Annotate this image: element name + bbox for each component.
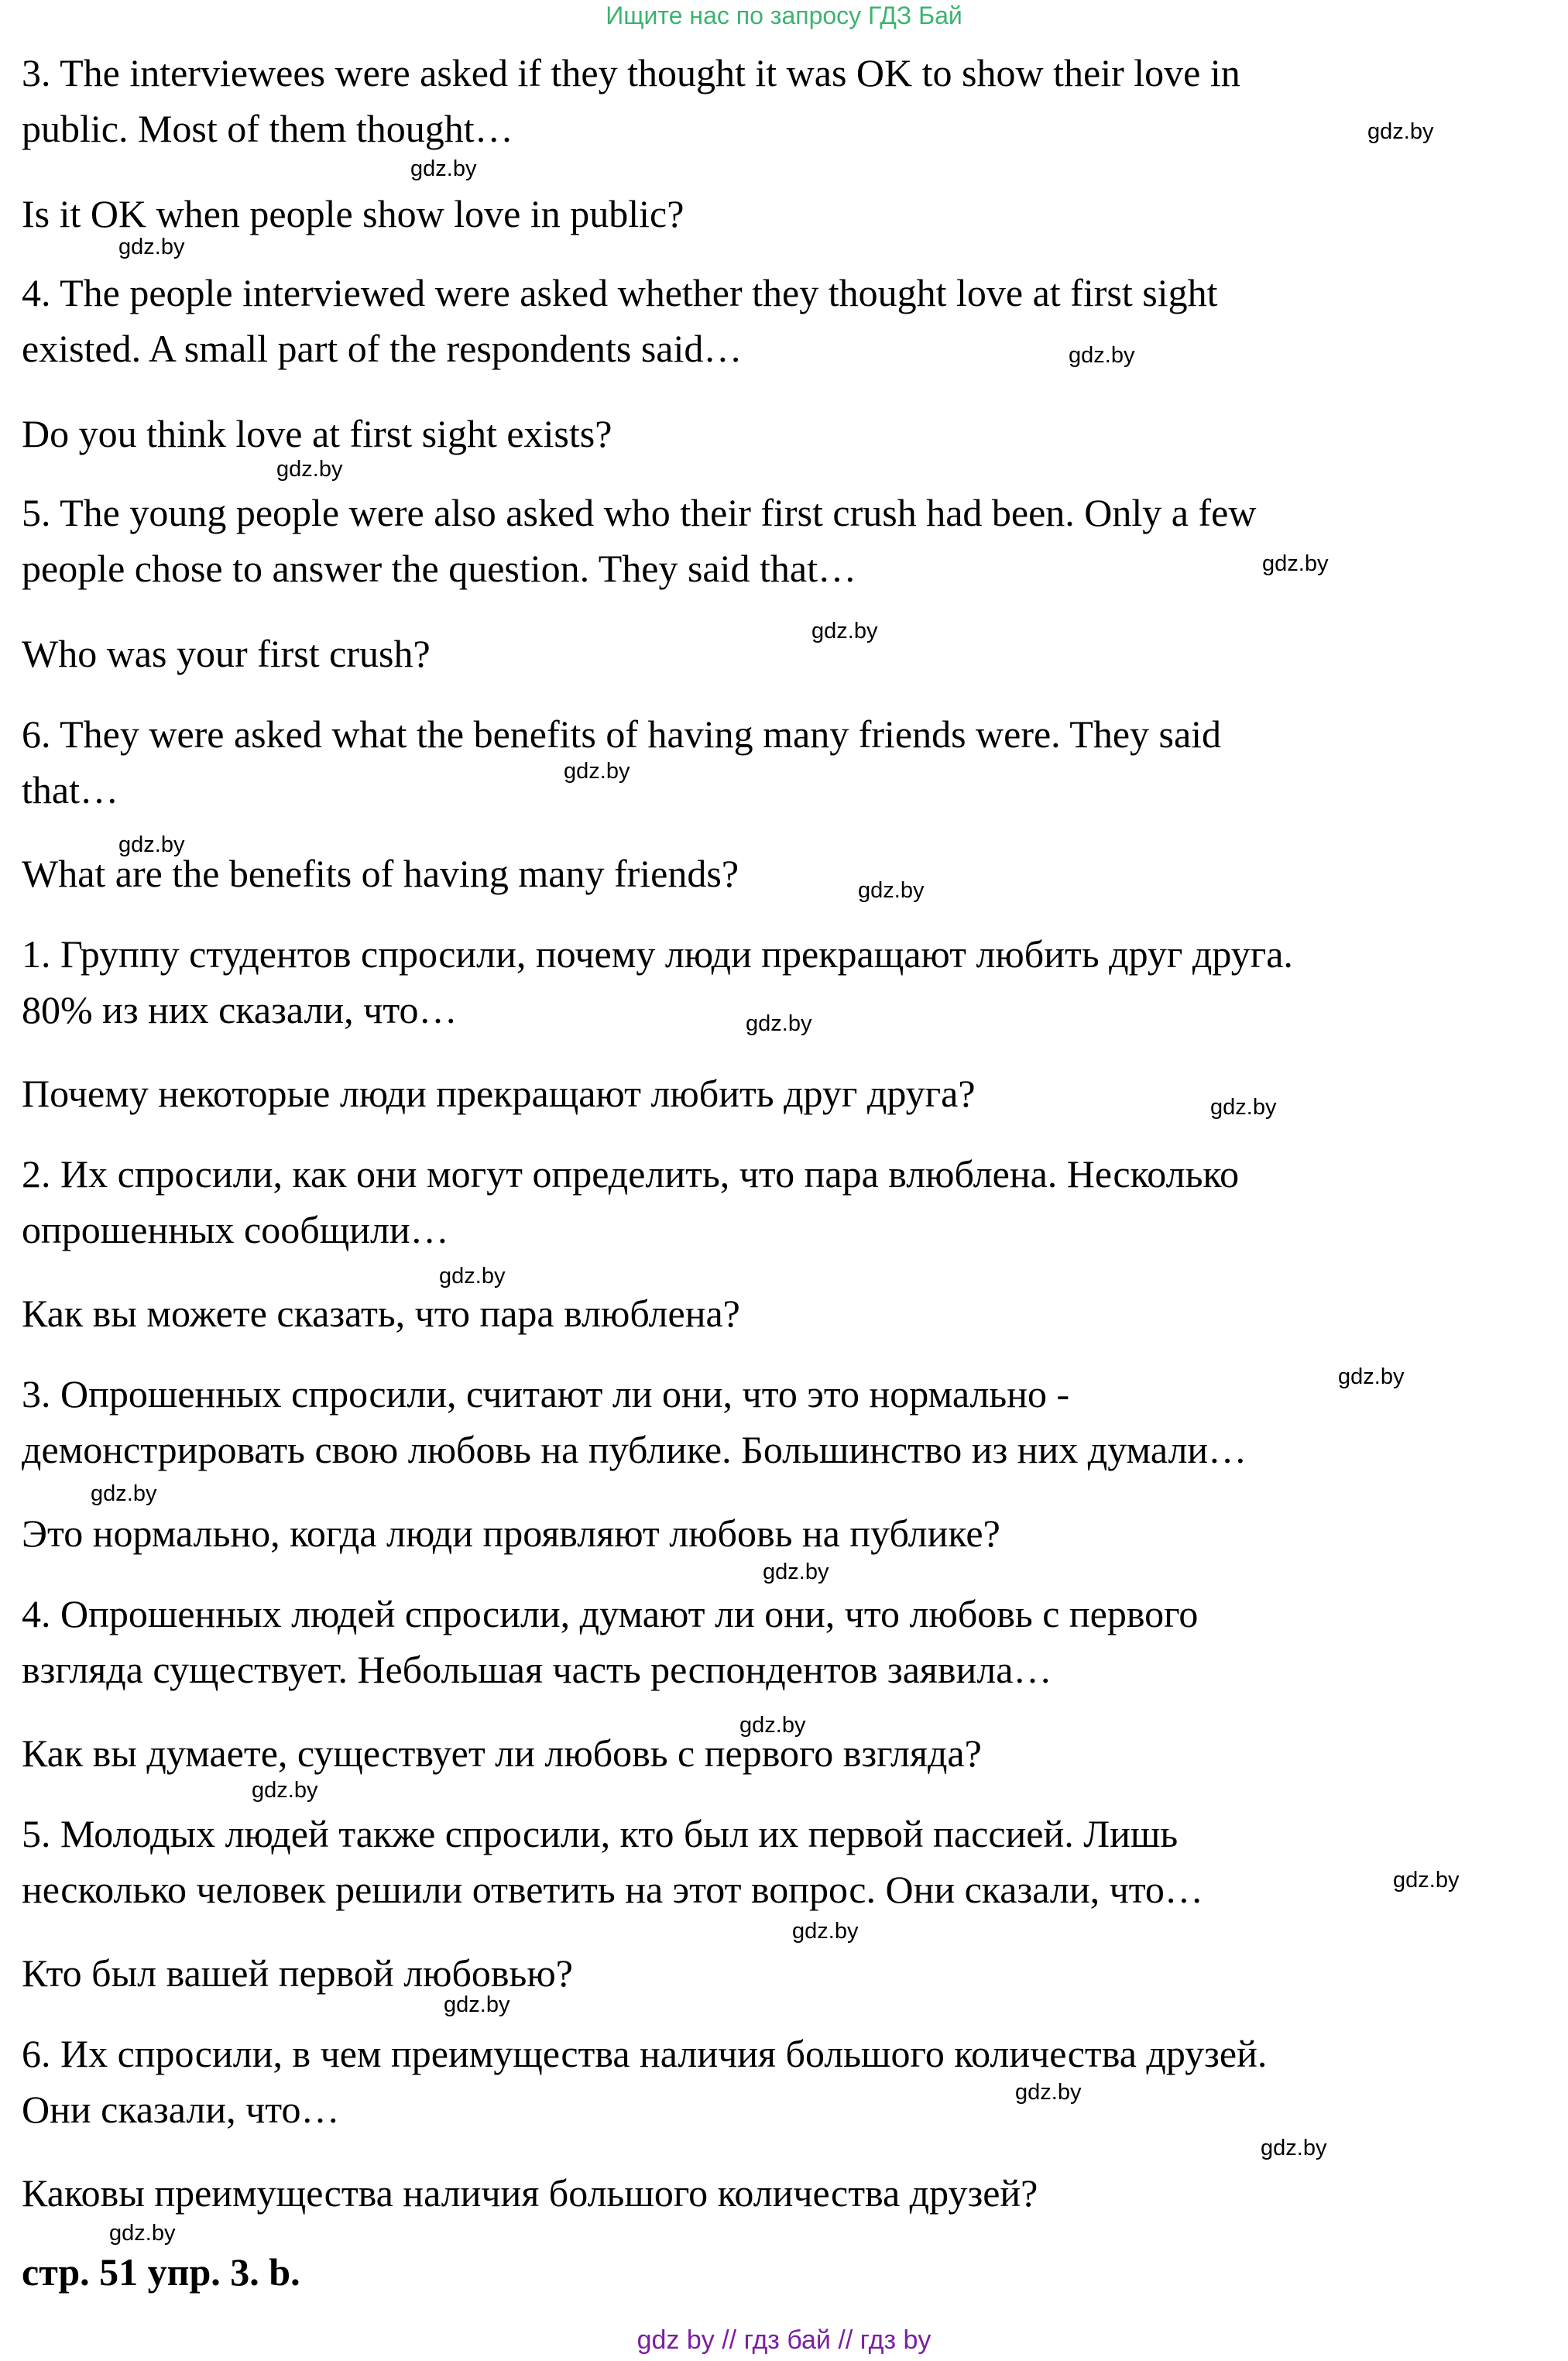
question-ru-2: Как вы можете сказать, что пара влюблена? [22,1292,740,1335]
paragraph-en-6: 6. They were asked what the benefits of having many friends were. They said that… [22,712,1222,812]
watermark: gdz.by [439,1264,506,1289]
watermark: gdz.by [1338,1364,1405,1389]
paragraph-ru-2: 2. Их спросили, как они могут определить, что пара влюблена. Несколько опрошенных сообщили… [22,1152,1240,1251]
watermark: gdz.by [564,759,630,784]
watermark: gdz.by [858,878,925,903]
footer-separator: // [838,2325,853,2355]
paragraph-en-4: 4. The people interviewed were asked whether they thought love at first sight existed. A small part of the respondents said… [22,271,1218,370]
watermark: gdz.by [410,156,477,181]
watermark: gdz.by [1262,551,1329,576]
watermark: gdz.by [1393,1868,1460,1893]
question-ru-4: Как вы думаете, существует ли любовь с первого взгляда? [22,1731,982,1775]
question-en-5: Who was your first crush? [22,632,431,675]
watermark: gdz.by [811,619,878,643]
footer-link-gdz-by-ru[interactable]: гдз by [859,2325,932,2355]
watermark: gdz.by [91,1481,157,1506]
paragraph-ru-3: 3. Опрошенных спросили, считают ли они, что это нормально - демонстрировать свою любовь на публике. Большинство из них думали… [22,1372,1247,1471]
paragraph-ru-1: 1. Группу студентов спросили, почему люди прекращают любить друг друга. 80% из них сказали, что… [22,932,1293,1031]
paragraph-ru-4: 4. Опрошенных людей спросили, думают ли они, что любовь с первого взгляда существует. Небольшая часть респондентов заявила… [22,1592,1199,1691]
watermark: gdz.by [792,1919,859,1944]
section-heading: стр. 51 упр. 3. b. [22,2250,300,2294]
question-en-6: What are the benefits of having many friends? [22,852,739,895]
question-ru-1: Почему некоторые люди прекращают любить друг друга? [22,1072,976,1115]
paragraph-ru-5: 5. Молодых людей также спросили, кто был их первой пассией. Лишь несколько человек решили ответить на этот вопрос. Они сказали, что… [22,1812,1203,1911]
watermark: gdz.by [118,832,185,857]
watermark: gdz.by [746,1011,812,1036]
watermark: gdz.by [252,1778,318,1803]
footer-links [0,2323,1568,2357]
top-banner: Ищите нас по запросу ГДЗ Бай [606,2,962,29]
watermark: gdz.by [1210,1095,1277,1120]
watermark: gdz.by [1069,343,1135,368]
question-en-3: Is it OK when people show love in public? [22,192,684,235]
paragraph-en-3: 3. The interviewees were asked if they thought it was OK to show their love in public. Most of them thought… [22,51,1240,150]
watermark: gdz.by [763,1560,829,1584]
watermark: gdz.by [1261,2136,1327,2160]
paragraph-ru-6: 6. Их спросили, в чем преимущества наличия большого количества друзей. Они сказали, что… [22,2032,1268,2131]
footer-separator: // [722,2325,737,2355]
question-ru-3: Это нормально, когда люди проявляют любовь на публике? [22,1512,1000,1555]
footer-link-gdz-by[interactable]: gdz by [636,2325,715,2355]
watermark: gdz.by [118,235,185,259]
question-en-4: Do you think love at first sight exists? [22,412,612,455]
question-ru-6: Каковы преимущества наличия большого количества друзей? [22,2171,1038,2215]
paragraph-en-5: 5. The young people were also asked who their first crush had been. Only a few people chose to answer the question. They said that… [22,491,1257,590]
watermark: gdz.by [444,1992,510,2017]
watermark: gdz.by [739,1713,806,1738]
watermark: gdz.by [276,457,343,482]
watermark: gdz.by [109,2221,176,2246]
watermark: gdz.by [1015,2080,1082,2105]
watermark: gdz.by [1367,119,1434,144]
question-ru-5: Кто был вашей первой любовью? [22,1951,573,1995]
footer-link-gdz-bai[interactable]: гдз бай [743,2325,831,2355]
